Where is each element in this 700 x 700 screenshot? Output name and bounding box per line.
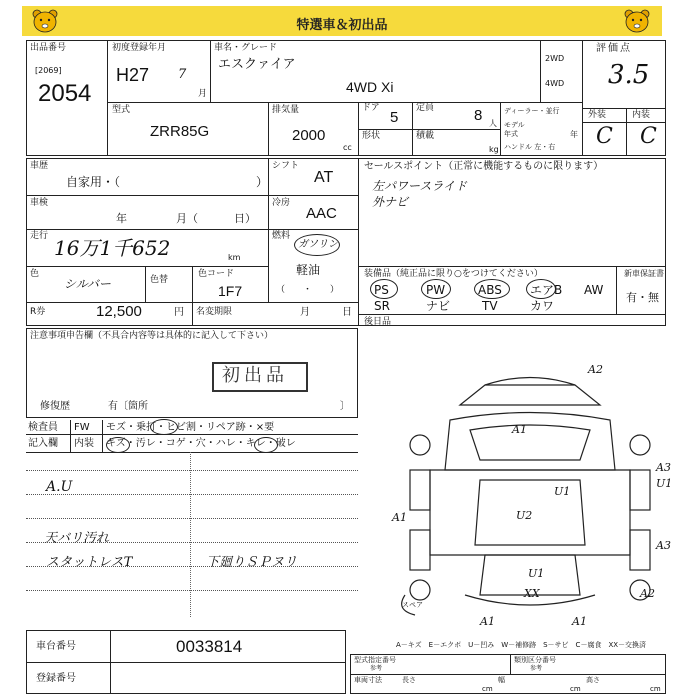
check-circle [150, 419, 178, 435]
inspection-day: 日） [234, 212, 256, 225]
note-ceiling: 天バリ汚れ [44, 531, 110, 546]
inspection-month: 月（ [176, 212, 198, 225]
dmg-mark: U1 [656, 477, 673, 490]
bear-logo-icon [30, 8, 60, 34]
car-grade: 4WD Xi [346, 79, 394, 95]
check-row2-sub: 内装 [74, 438, 94, 449]
fuel-label: 燃料 [272, 231, 291, 241]
aircon-label: 冷房 [272, 198, 291, 208]
check-row1-label: 検査員 [28, 422, 58, 433]
tax-day: 日 [342, 307, 352, 318]
sales-point-1: 左パワースライド [372, 179, 468, 193]
equip-leather: カワ [530, 299, 555, 313]
gasoline-circle [294, 234, 340, 256]
drive-4wd: 4WD [545, 79, 565, 88]
repair-value: 有〔箇所 [108, 401, 148, 412]
doors-value: 5 [390, 109, 399, 126]
color-label: 色 [30, 269, 40, 279]
displacement-value: 2000 [292, 127, 326, 144]
dmg-mark: U1 [554, 485, 571, 498]
tax-label: 名変期限 [196, 307, 233, 317]
recycle-unit: 円 [174, 307, 184, 318]
displacement-label: 排気量 [272, 105, 300, 115]
height-label: 高さ [586, 676, 600, 684]
model-label: 型式 [112, 105, 131, 115]
shape-label: 形状 [362, 131, 381, 141]
color-code-label: 色コード [198, 269, 235, 279]
chassis-value: 0033814 [176, 637, 243, 656]
repair-label: 修復歴 [40, 401, 70, 412]
color-code: 1F7 [218, 283, 243, 299]
length-unit: cm [482, 685, 493, 693]
cc-unit: cc [343, 143, 352, 152]
lot-sub: [2069] [35, 66, 62, 75]
header-banner [22, 6, 662, 36]
ref-label: 参考 [370, 665, 383, 672]
class-label: 類別区分番号 [514, 656, 556, 664]
aircon-value: AAC [306, 205, 337, 222]
ref-label: 参考 [530, 665, 543, 672]
notes-label: 注意事項申告欄（不具合内容等は具体的に記入して下さい） [30, 331, 274, 341]
year-unit: 年 [570, 130, 578, 139]
dmg-mark: A3 [656, 461, 671, 474]
doors-label: ドア [362, 103, 380, 113]
dmg-mark: A1 [392, 511, 407, 524]
car-name: エスクァイア [218, 57, 296, 72]
check-row1-items: モズ・乗打・ヒビ割・リペア跡・×要 [106, 422, 275, 433]
width-label: 幅 [498, 676, 505, 684]
repair-close: 〕 [340, 401, 350, 412]
inspection-year: 年 [116, 212, 127, 225]
dmg-mark: A1 [480, 615, 495, 628]
history-value: 自家用・（ [66, 175, 121, 189]
month-unit: 月 [198, 89, 208, 99]
dmg-mark: A1 [572, 615, 587, 628]
notes-frame [26, 328, 358, 418]
score-label: 評価点 [596, 43, 632, 54]
dmg-mark: A1 [512, 423, 527, 436]
dmg-mark: U2 [516, 509, 533, 522]
fuel-brackets: （ ・ ） [276, 285, 340, 295]
pw-circle [421, 279, 451, 299]
sales-points-label: セールスポイント（正常に機能するものに限ります） [364, 161, 604, 172]
car-name-label: 車名・グレード [214, 43, 278, 53]
equip-abs: ABS [478, 283, 502, 297]
exterior-label: 外装 [588, 110, 607, 120]
inspection-label: 車検 [30, 198, 49, 208]
year-label: 年式 [504, 130, 518, 138]
interior-value: C [640, 124, 657, 149]
registration-label: 登録番号 [36, 673, 76, 684]
equip-tv: TV [482, 299, 498, 313]
fuel-diesel: 軽油 [296, 263, 321, 277]
load-unit: kg [489, 145, 499, 154]
ps-circle [370, 279, 398, 299]
check-circle [106, 437, 130, 453]
model-value: ZRR85G [150, 123, 210, 140]
check-circle [254, 437, 278, 453]
dmg-mark: XX [524, 587, 540, 600]
load-label: 積載 [416, 131, 435, 141]
check-row2-items: キズ・汚レ・コゲ・穴・ハレ・キレ・破レ [106, 438, 296, 449]
color-value: シルバー [64, 277, 111, 291]
note-au: A.U [46, 479, 73, 495]
warranty-value: 有・無 [626, 291, 659, 304]
score-value: 3.5 [608, 60, 650, 90]
shift-label: シフト [272, 161, 300, 171]
equip-pw: PW [426, 283, 446, 297]
capacity-label: 定員 [416, 103, 435, 113]
note-underbody: 下廻りＳＰヌリ [206, 555, 298, 570]
sales-point-2: 外ナビ [372, 195, 409, 209]
recycle-label: R券 [30, 307, 46, 317]
equip-aw: AW [584, 283, 604, 297]
check-row1-sub: FW [74, 422, 90, 433]
history-close: ） [256, 175, 269, 189]
check-row2-label: 記入欄 [28, 438, 58, 449]
abs-circle [474, 279, 510, 299]
note-studless: スタットレスT [46, 555, 133, 570]
first-reg-label: 初度登録年月 [112, 43, 167, 53]
warranty-label: 新車保証書 [624, 269, 664, 278]
chassis-label: 車台番号 [36, 641, 76, 652]
dmg-mark: A3 [656, 539, 671, 552]
type-cert-label: 型式指定番号 [354, 656, 396, 664]
page-title: 特選車＆初出品 [296, 18, 388, 33]
first-reg-year: H27 [116, 65, 150, 85]
lot-label: 出品番号 [30, 43, 67, 53]
color-change-label: 色替 [150, 275, 169, 285]
history-label: 車歴 [30, 161, 49, 171]
dmg-mark: U1 [528, 567, 545, 580]
fuel-gasoline: ガソリン [298, 239, 338, 250]
capacity-value: 8 [474, 107, 483, 124]
drive-2wd: 2WD [545, 54, 565, 63]
exterior-value: C [596, 124, 613, 149]
capacity-unit: 人 [489, 119, 497, 128]
dimensions-label: 車両寸法 [354, 676, 382, 684]
equip-sr: SR [374, 299, 390, 313]
length-label: 長さ [402, 676, 416, 684]
mileage-label: 走行 [30, 231, 49, 241]
equip-ps: PS [374, 283, 389, 297]
equip-navi: ナビ [426, 299, 451, 313]
recycle-value: 12,500 [96, 303, 142, 320]
mileage-value: 16万1千652 [54, 236, 171, 260]
bear-logo-icon [622, 8, 652, 34]
damage-legend: A－キズ E－エクボ U－凹み W－補修跡 S－サビ C－腐食 XX－交換済 [396, 641, 647, 649]
later-items-label: 後日品 [364, 317, 392, 327]
width-unit: cm [570, 685, 581, 693]
dmg-mark: A2 [640, 587, 655, 600]
stamp-text: 初出品 [222, 365, 288, 386]
airbag-circle [526, 279, 556, 299]
equip-airbag: エアB [530, 283, 563, 297]
spare-label: スペア [402, 601, 423, 609]
handle-label: ハンドル 左・右 [504, 143, 556, 151]
shift-value: AT [314, 169, 334, 186]
tax-month: 月 [300, 307, 310, 318]
dmg-mark: A2 [588, 363, 603, 376]
dealer-label: ディーラー・並行 [504, 107, 560, 115]
first-reg-month: 7 [178, 67, 187, 82]
equipment-label: 装備品（純正品に限り○をつけてください） [364, 269, 543, 279]
interior-label: 内装 [632, 110, 651, 120]
mileage-unit: km [228, 253, 241, 262]
model-year-label: モデル [504, 121, 525, 129]
height-unit: cm [650, 685, 661, 693]
lot-number: 2054 [38, 80, 92, 107]
